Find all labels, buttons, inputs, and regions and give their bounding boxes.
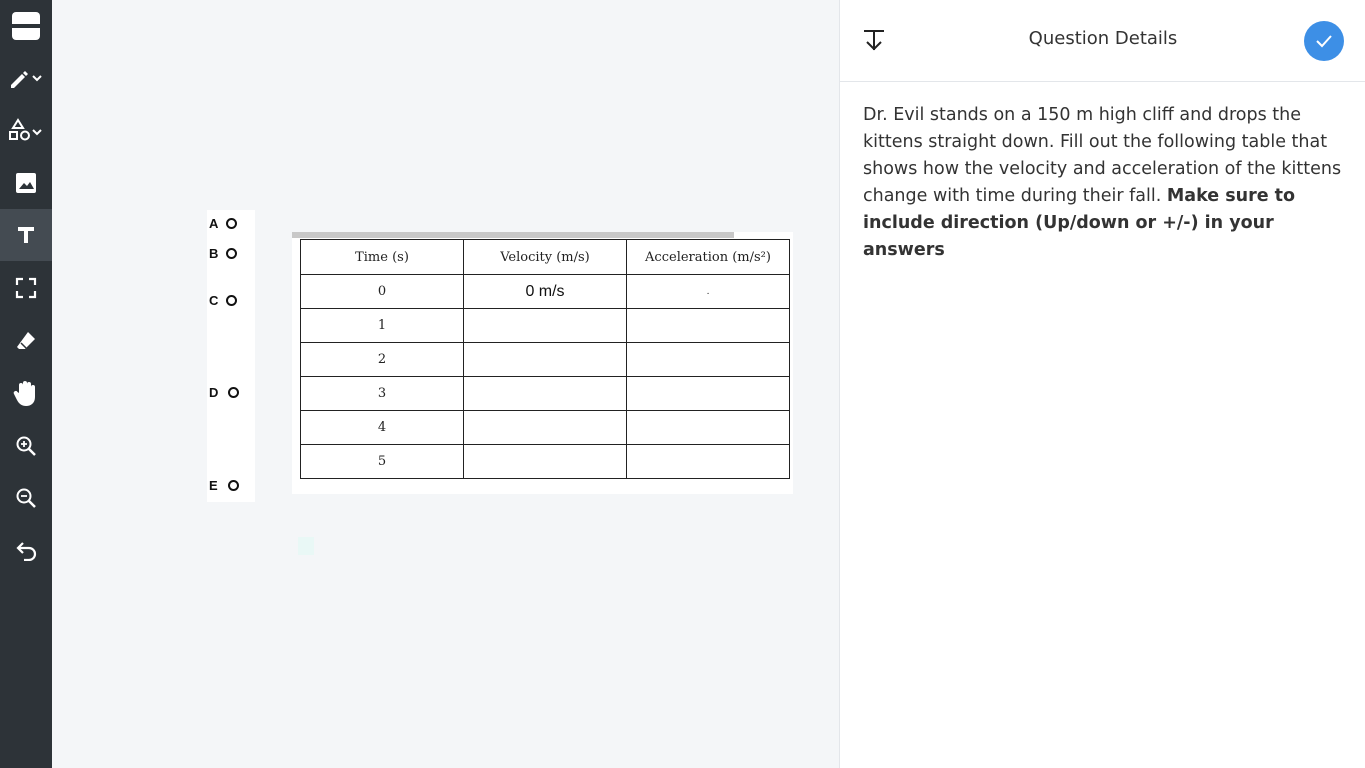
text-box-handle[interactable] bbox=[298, 537, 314, 555]
time-cell: 1 bbox=[301, 309, 464, 343]
point-label: A bbox=[209, 216, 219, 231]
point-label: C bbox=[209, 293, 219, 308]
point-e bbox=[209, 478, 239, 493]
zoom-in-icon bbox=[15, 435, 37, 457]
table-row bbox=[301, 411, 790, 445]
text-tool[interactable] bbox=[0, 209, 52, 261]
image-tool[interactable] bbox=[0, 157, 52, 209]
header-acceleration: Acceleration (m/s²) bbox=[627, 240, 790, 275]
image-icon bbox=[15, 172, 37, 194]
point-label: E bbox=[209, 478, 218, 493]
table-row bbox=[301, 309, 790, 343]
pan-tool[interactable] bbox=[0, 367, 52, 419]
velocity-cell[interactable] bbox=[464, 411, 627, 445]
eraser-tool[interactable] bbox=[0, 315, 52, 367]
acceleration-cell[interactable] bbox=[627, 411, 790, 445]
time-cell: 2 bbox=[301, 343, 464, 377]
table-top-bar bbox=[292, 232, 734, 238]
fullscreen-tool[interactable] bbox=[0, 262, 52, 314]
question-text bbox=[863, 102, 1343, 264]
table-header-row bbox=[301, 240, 790, 275]
question-panel bbox=[839, 0, 1365, 768]
point-label: B bbox=[209, 246, 219, 261]
hand-icon bbox=[13, 379, 39, 407]
done-button[interactable] bbox=[1304, 21, 1344, 61]
velocity-cell[interactable] bbox=[464, 377, 627, 411]
shapes-tool[interactable] bbox=[0, 105, 52, 157]
shapes-icon bbox=[8, 118, 44, 144]
point-d bbox=[209, 385, 239, 400]
minus-icon bbox=[11, 11, 41, 41]
minus-tool[interactable] bbox=[0, 0, 52, 52]
point-dot bbox=[226, 218, 237, 229]
time-cell: 0 bbox=[301, 275, 464, 309]
table-row bbox=[301, 343, 790, 377]
acceleration-cell[interactable] bbox=[627, 343, 790, 377]
canvas[interactable] bbox=[52, 0, 839, 768]
velocity-cell[interactable] bbox=[464, 343, 627, 377]
text-icon bbox=[16, 225, 36, 245]
point-dot bbox=[226, 248, 237, 259]
fullscreen-icon bbox=[15, 277, 37, 299]
acceleration-cell[interactable] bbox=[627, 445, 790, 479]
check-icon bbox=[1315, 34, 1333, 48]
header-time: Time (s) bbox=[301, 240, 464, 275]
zoom-in-tool[interactable] bbox=[0, 420, 52, 472]
table-row bbox=[301, 275, 790, 309]
points-strip bbox=[207, 210, 255, 502]
pen-tool[interactable] bbox=[0, 52, 52, 104]
question-body: Dr. Evil stands on a 150 m high cliff and drops the kittens straight down. Fill out the following table that shows how the velocity and acceleration of the kittens change with time during their fall. bbox=[863, 105, 1342, 206]
acceleration-cell[interactable] bbox=[627, 377, 790, 411]
velocity-cell[interactable]: 0 m/s bbox=[464, 275, 627, 309]
pencil-icon bbox=[8, 66, 44, 90]
point-dot bbox=[226, 295, 237, 306]
velocity-cell[interactable] bbox=[464, 309, 627, 343]
table-row bbox=[301, 377, 790, 411]
time-cell: 5 bbox=[301, 445, 464, 479]
header-velocity: Velocity (m/s) bbox=[464, 240, 627, 275]
question-emphasis: Make sure to include direction (Up/down or +/-) in your answers bbox=[863, 186, 1296, 260]
acceleration-cell[interactable]: . bbox=[627, 275, 790, 309]
point-c bbox=[209, 293, 237, 308]
worksheet-table-image bbox=[292, 232, 793, 494]
time-cell: 3 bbox=[301, 377, 464, 411]
acceleration-cell[interactable] bbox=[627, 309, 790, 343]
time-cell: 4 bbox=[301, 411, 464, 445]
velocity-cell[interactable] bbox=[464, 445, 627, 479]
panel-header bbox=[840, 0, 1365, 82]
point-label: D bbox=[209, 385, 219, 400]
undo-icon bbox=[14, 541, 38, 561]
point-dot bbox=[228, 387, 239, 398]
eraser-icon bbox=[14, 329, 38, 353]
undo-tool[interactable] bbox=[0, 525, 52, 577]
velocity-table bbox=[300, 239, 790, 479]
zoom-out-tool[interactable] bbox=[0, 472, 52, 524]
panel-title: Question Details bbox=[1028, 28, 1178, 49]
toolbar bbox=[0, 0, 52, 768]
point-a bbox=[209, 216, 237, 231]
table-row bbox=[301, 445, 790, 479]
point-dot bbox=[228, 480, 239, 491]
point-b bbox=[209, 246, 237, 261]
zoom-out-icon bbox=[15, 487, 37, 509]
